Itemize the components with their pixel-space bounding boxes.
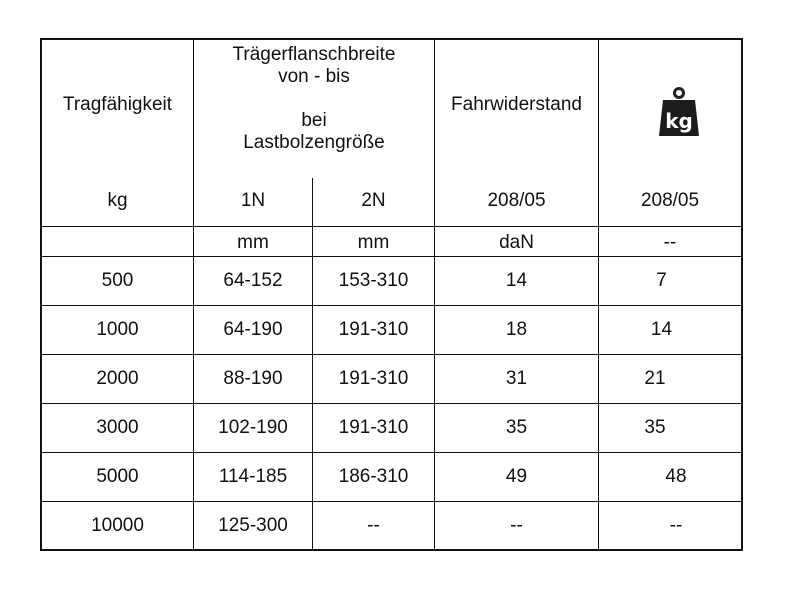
flange-2n-cell: 153-310	[338, 270, 409, 291]
header-capacity-unit: kg	[107, 190, 128, 211]
capacity-cell: 10000	[91, 514, 144, 536]
unit-cell	[42, 227, 193, 256]
weight-cell: --	[669, 514, 683, 536]
flange-2n-cell: 191-310	[338, 368, 409, 389]
header-flange-line: von - bis	[278, 66, 350, 87]
header-weight-model: 208/05	[640, 190, 700, 211]
resistance-cell: 14	[505, 270, 528, 291]
capacity-cell: 5000	[96, 466, 139, 487]
unit-cell: mm	[237, 231, 269, 253]
weight-cell: 7	[656, 270, 667, 291]
header-1n-label: 1N	[240, 190, 266, 211]
resistance-cell: 35	[505, 417, 528, 438]
flange-1n-cell: 102-190	[218, 417, 288, 438]
weight-cell: 48	[665, 466, 687, 487]
header-flange-line: Lastbolzengröße	[243, 132, 385, 153]
weight-cell: 21	[644, 368, 666, 389]
flange-2n-cell: 191-310	[338, 417, 409, 438]
unit-cell: mm	[357, 231, 390, 253]
unit-cell: daN	[499, 231, 534, 253]
flange-1n-cell: 64-190	[223, 319, 283, 340]
resistance-cell: --	[510, 514, 523, 536]
weight-cell: 35	[644, 417, 666, 438]
weight-cell: 14	[650, 319, 673, 340]
resistance-cell: 49	[505, 466, 528, 487]
resistance-cell: 31	[505, 368, 528, 389]
flange-1n-cell: 64-152	[223, 270, 283, 291]
flange-1n-cell: 125-300	[218, 514, 288, 536]
flange-2n-cell: 191-310	[338, 319, 409, 340]
capacity-cell: 1000	[96, 319, 139, 340]
header-flange-line	[194, 88, 434, 110]
header-flange-width	[194, 44, 434, 154]
header-flange-line: Trägerflanschbreite	[232, 44, 396, 65]
header-resistance-model: 208/05	[487, 190, 546, 211]
capacity-cell: 2000	[96, 368, 139, 389]
flange-2n-cell: 186-310	[338, 466, 409, 487]
header-2n-label: 2N	[361, 190, 386, 211]
kg-weight-icon	[658, 86, 700, 138]
capacity-cell: 500	[101, 270, 134, 291]
flange-1n-cell: 88-190	[223, 368, 283, 389]
header-resistance-title: Fahrwiderstand	[451, 94, 582, 115]
flange-2n-cell: --	[367, 514, 380, 536]
unit-cell: --	[663, 231, 677, 253]
header-capacity-title: Tragfähigkeit	[62, 94, 173, 115]
header-flange-line: bei	[301, 110, 327, 131]
capacity-cell: 3000	[96, 417, 139, 438]
kg-icon-label: kg	[665, 109, 693, 133]
flange-1n-cell: 114-185	[218, 466, 288, 487]
resistance-cell: 18	[505, 319, 528, 340]
